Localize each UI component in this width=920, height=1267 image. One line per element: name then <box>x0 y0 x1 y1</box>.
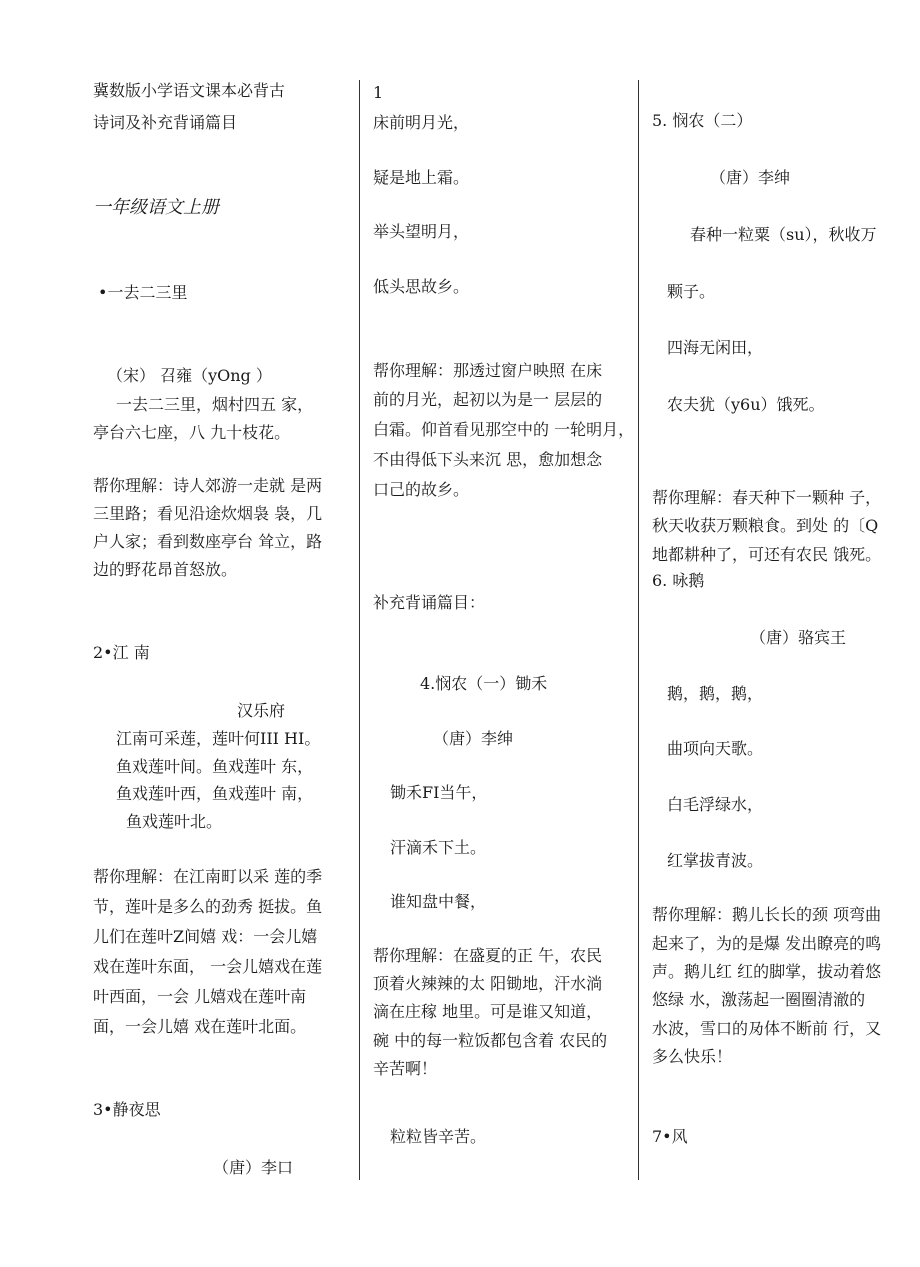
poem-4-help-line: 碗 中的每一粒饭都包含着 农民的 <box>373 1031 608 1050</box>
poem-2-line: 鱼戏莲叶北。 <box>126 812 223 831</box>
poem-1-line: 亭台六七座，八 九十枝花。 <box>93 423 291 442</box>
poem-6-help-line: 多么快乐！ <box>652 1047 733 1066</box>
poem-4-line: 汗滴禾下土。 <box>390 838 487 857</box>
poem-6-line: 白毛浮绿水， <box>667 795 764 814</box>
poem-6-line: 红掌拔青波。 <box>667 851 764 870</box>
poem-2-help-line: 面，一会儿嬉 戏在莲叶北面。 <box>93 1017 307 1036</box>
poem-4-author: （唐）李绅 <box>433 729 514 748</box>
poem-2-heading: 2•江 南 <box>93 643 150 662</box>
poem-3-line: 低头思故乡。 <box>373 277 470 296</box>
poem-3-line: 疑是地上霜。 <box>373 168 470 187</box>
doc-title-line-2: 诗词及补充背诵篇目 <box>93 113 238 132</box>
poem-4-line: 锄禾FI当午， <box>390 783 488 802</box>
column-divider-right <box>638 80 639 1180</box>
poem-2-help-line: 叶西面，一会 儿嬉戏在莲叶南 <box>93 987 307 1006</box>
poem-3-help-line: 前的月光，起初以为是一 层层的 <box>373 390 603 409</box>
poem-3-author: （唐）李口 <box>213 1158 294 1177</box>
poem-5-line: 颗子。 <box>667 282 716 301</box>
poem-2-line: 鱼戏莲叶间。鱼戏莲叶 东， <box>116 757 314 776</box>
poem-5-line: 农夫犹（y6u）饿死。 <box>667 395 825 414</box>
poem-1-line: 一去二三里，烟村四五 家， <box>116 395 314 414</box>
poem-3-help-line: 不由得低下头来沉 思，愈加想念 <box>373 450 603 469</box>
poem-3-line: 举头望明月， <box>373 222 470 241</box>
poem-3-help-line: 口己的故乡。 <box>373 480 470 499</box>
poem-6-line: 曲项向天歌。 <box>667 739 764 758</box>
poem-3-help-line: 帮你理解：那透过窗户映照 在床 <box>373 361 603 380</box>
poem-2-help-line: 儿们在莲叶Z间嬉 戏：一会儿嬉 <box>93 927 318 946</box>
poem-5-author: （唐）李绅 <box>710 168 791 187</box>
poem-6-help-line: 起来了，为的是爆 发出瞭亮的鸣 <box>652 934 882 953</box>
poem-3-heading: 3•静夜思 <box>93 1100 161 1119</box>
poem-4-last-line: 粒粒皆辛苦。 <box>390 1127 487 1146</box>
poem-6-help-line: 帮你理解：鹅儿长长的颈 项弯曲 <box>652 905 882 924</box>
poem-1-help-line: 三里路；看见沿途炊烟袅 袅，几 <box>93 504 323 523</box>
poem-5-heading: 5. 悯农（二） <box>652 111 753 130</box>
poem-5-line: 春种一粒粟（su），秋收万 <box>690 225 877 244</box>
poem-4-help-line: 滴在庄稼 地里。可是谁又知道， <box>373 1002 603 1021</box>
column-divider-left <box>359 80 360 1180</box>
poem-6-help-line: 悠绿 水，激荡起一圈圈清澈的 <box>652 990 866 1009</box>
poem-4-help-line: 辛苦啊！ <box>373 1059 438 1078</box>
poem-4-heading: 4.悯农（一）锄禾 <box>420 674 548 693</box>
poem-4-line: 谁知盘中餐， <box>390 892 487 911</box>
poem-6-line: 鹅，鹅，鹅， <box>667 684 764 703</box>
poem-6-help-line: 声。鹅儿红 红的脚掌，拔动着悠 <box>652 962 882 981</box>
poem-4-help-line: 顶着火辣辣的太 阳锄地，汗水淌 <box>373 974 603 993</box>
poem-5-line: 四海无闲田， <box>667 338 764 357</box>
poem-3-help-line: 白霜。仰首看见那空中的 一轮明月， <box>373 420 635 439</box>
poem-1-help-line: 边的野花昂首怒放。 <box>93 560 238 579</box>
poem-2-line: 鱼戏莲叶西，鱼戏莲叶 南， <box>116 784 314 803</box>
poem-7-heading: 7•风 <box>652 1127 688 1146</box>
poem-2-author: 汉乐府 <box>237 701 286 720</box>
poem-2-help-line: 节，莲叶是多么的劲秀 挺拔。鱼 <box>93 897 323 916</box>
poem-1-author: （宋） 召雍（yOng ） <box>107 366 272 385</box>
poem-1-heading: •一去二三里 <box>98 283 188 302</box>
poem-5-help-line: 地都耕种了，可还有农民 饿死。 <box>652 545 882 564</box>
page-number: 1 <box>373 83 384 102</box>
poem-5-help-line: 秋天收获万颗粮食。到处 的〔Q <box>652 516 879 535</box>
poem-5-help-line: 帮你理解：春天种下一颗种 子， <box>652 488 882 507</box>
grade-heading: 一年级语文上册 <box>93 197 219 218</box>
poem-1-help-line: 帮你理解：诗人郊游一走就 是两 <box>93 476 323 495</box>
poem-3-line: 床前明月光， <box>373 113 470 132</box>
poem-2-line: 江南可采莲，莲叶何III HI。 <box>116 729 321 748</box>
poem-2-help-line: 戏在莲叶东面， 一会儿嬉戏在莲 <box>93 957 323 976</box>
poem-6-heading: 6. 咏鹅 <box>652 571 705 590</box>
poem-1-help-line: 户人家；看到数座亭台 耸立，路 <box>93 532 323 551</box>
poem-6-author: （唐）骆宾王 <box>750 628 847 647</box>
poem-6-help-line: 水波，雪口的夃体不断前 行，又 <box>652 1019 882 1038</box>
poem-2-help-line: 帮你理解：在江南町以采 莲的季 <box>93 867 323 886</box>
doc-title-line-1: 冀数版小学语文课本必背古 <box>93 81 286 100</box>
supplement-heading: 补充背诵篇目： <box>373 593 486 612</box>
poem-4-help-line: 帮你理解：在盛夏的正 午，农民 <box>373 946 603 965</box>
